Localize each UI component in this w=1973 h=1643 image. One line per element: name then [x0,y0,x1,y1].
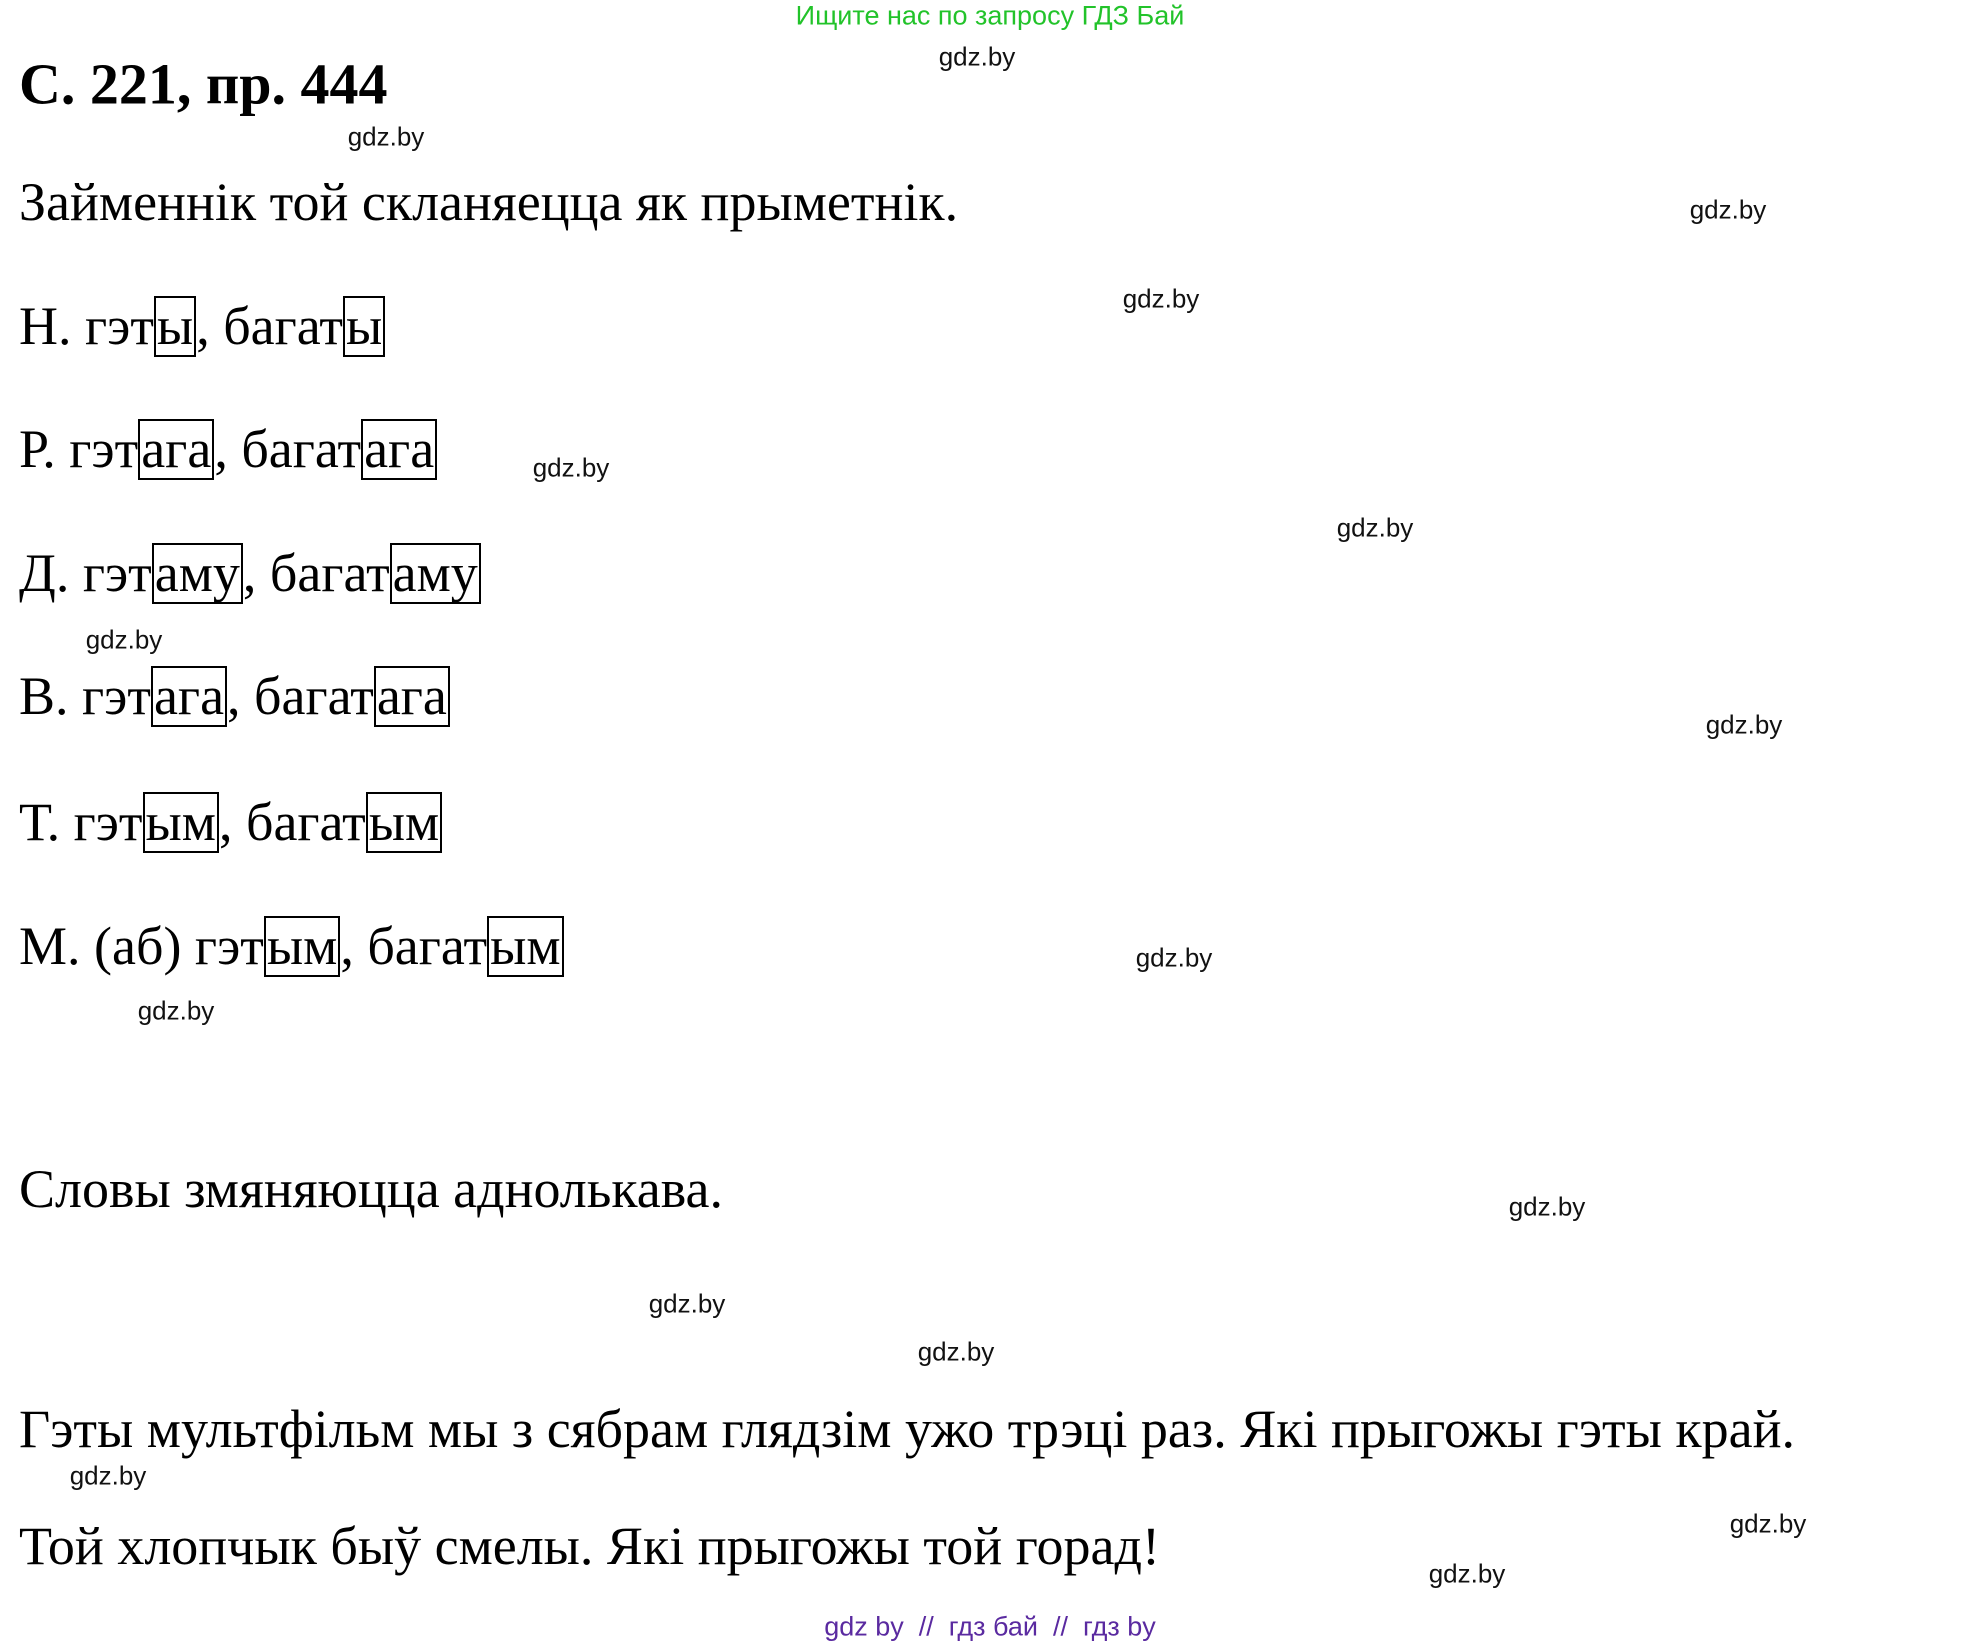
watermark: gdz.by [1135,942,1213,973]
example-sentence: Гэты мультфільм мы з сябрам глядзім ужо трэці раз. Які прыгожы гэты край. [19,1399,1795,1459]
case-row-nominative [19,295,385,357]
case-mid: , багат [214,419,362,479]
case-row-locative [19,915,564,977]
watermark: gdz.by [85,624,163,655]
case-row-accusative [19,665,450,727]
ending-box: ым [264,916,340,977]
case-mid: , багат [340,916,488,976]
conclusion-text: Словы змяняюцца аднолькава. [19,1159,724,1219]
case-mid: , багат [196,296,343,356]
case-mid: , багат [227,666,374,726]
watermark: gdz.by [917,1336,995,1367]
watermark: gdz.by [1122,283,1200,314]
case-mid: , багат [218,792,366,852]
ending-box: ым [366,792,442,853]
watermark: gdz.by [648,1288,726,1319]
watermark: gdz.by [1729,1508,1807,1539]
watermark: gdz.by [1689,194,1767,225]
ending-box: ым [143,792,219,853]
watermark: gdz.by [938,41,1016,72]
ending-box: ы [343,296,385,357]
ending-box: аму [390,543,481,604]
case-label: Д. гэт [19,543,152,603]
case-label: Р. гэт [19,419,139,479]
watermark: gdz.by [532,452,610,483]
case-mid: , багат [242,543,390,603]
case-row-dative [19,542,481,604]
page-title: С. 221, пр. 444 [19,51,388,117]
watermark: gdz.by [69,1460,147,1491]
promo-banner[interactable]: Ищите нас по запросу ГДЗ Бай [795,0,1185,31]
ending-box: ага [151,666,227,727]
watermark: gdz.by [137,995,215,1026]
ending-box: аму [152,543,243,604]
ending-box: ага [374,666,450,727]
ending-box: ым [487,916,563,977]
watermark: gdz.by [347,121,425,152]
intro-text: Займеннік той скланяецца як прыметнік. [19,172,959,232]
watermark: gdz.by [1336,512,1414,543]
case-label: В. гэт [19,666,151,726]
footer-links[interactable]: gdz by // гдз бай // гдз by [824,1611,1156,1642]
ending-box: ага [361,419,437,480]
watermark: gdz.by [1428,1558,1506,1589]
case-label: Н. гэт [19,296,154,356]
watermark: gdz.by [1508,1191,1586,1222]
example-sentence: Той хлопчык быў смелы. Які прыгожы той горад! [19,1516,1160,1576]
case-label: М. (аб) гэт [19,916,264,976]
case-row-instrumental [19,791,442,853]
case-row-genitive [19,418,437,480]
case-label: Т. гэт [19,792,143,852]
watermark: gdz.by [1705,709,1783,740]
ending-box: ы [154,296,196,357]
ending-box: ага [138,419,214,480]
